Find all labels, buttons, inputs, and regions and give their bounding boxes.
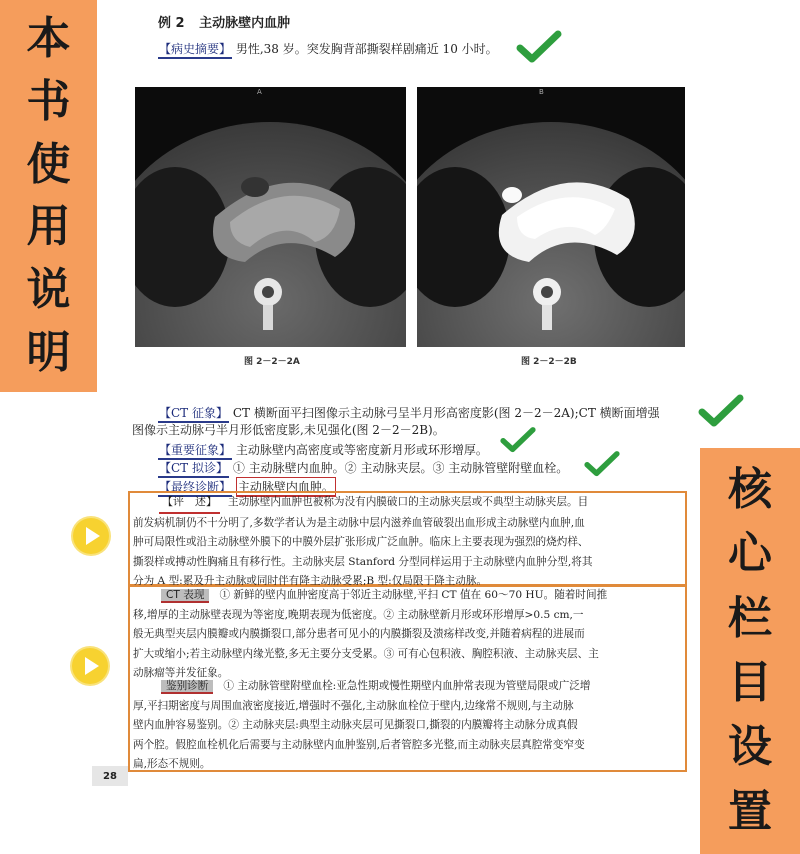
play-button[interactable] bbox=[72, 648, 108, 684]
banner-char: 心 bbox=[728, 528, 772, 580]
differential-paragraph bbox=[133, 677, 685, 775]
banner-char: 使 bbox=[26, 138, 71, 190]
banner-char: 栏 bbox=[728, 592, 772, 644]
ct-signs-tag: 【CT 征象】 bbox=[158, 404, 229, 423]
key-signs-tag: 【重要征象】 bbox=[158, 441, 232, 460]
ct-dx-tag: 【CT 拟诊】 bbox=[158, 459, 229, 478]
ct-findings-line: ① 新鲜的壁内血肿密度高于邻近主动脉壁,平扫 CT 值在 60～70 HU。随着时间推 bbox=[219, 589, 608, 601]
review-line: 前发病机制仍不十分明了,多数学者认为是主动脉中层内滋养血管破裂出血形成主动脉壁内血肿,血 bbox=[133, 516, 585, 529]
ct-signs-text1: CT 横断面平扫图像示主动脉弓呈半月形高密度影(图 2－2－2A);CT 横断面增强 bbox=[232, 406, 660, 420]
ct-findings-paragraph bbox=[133, 586, 685, 684]
ct-findings-line: 移,增厚的主动脉壁表现为等密度,晚期表现为低密度。② 主动脉壁新月形或环形增厚>0.5 cm,一 bbox=[133, 608, 584, 621]
review-paragraph bbox=[133, 492, 685, 592]
differential-line: 两个腔。假腔血栓机化后需要与主动脉壁内血肿鉴别,后者管腔多光整,而主动脉夹层真腔常变窄变 bbox=[133, 738, 585, 751]
ct-findings-line: 般无典型夹层内膜瓣或内膜撕裂口,部分患者可见小的内膜撕裂及溃疡样改变,并随着病程的进展而 bbox=[133, 628, 585, 640]
right-banner-core-sections bbox=[700, 448, 800, 854]
banner-char: 说 bbox=[26, 263, 71, 315]
differential-line: 壁内血肿容易鉴别。② 主动脉夹层:典型主动脉夹层可见撕裂口,撕裂的内膜瓣将主动脉分成真假 bbox=[133, 719, 578, 731]
image-label: A bbox=[257, 88, 262, 96]
play-button[interactable] bbox=[73, 518, 109, 554]
review-tag: 【评 述】 bbox=[159, 492, 220, 514]
example-name: 主动脉壁内血肿 bbox=[199, 16, 291, 31]
banner-char: 本 bbox=[26, 13, 71, 65]
image-caption-a: 图 2－2－2A bbox=[244, 357, 300, 367]
review-line: 肿可局限性或沿主动脉壁外膜下的中膜外层扩张形成广泛血肿。临床上主要表现为强烈的烧灼样、 bbox=[133, 536, 589, 548]
checkmark-icon bbox=[584, 450, 620, 478]
ct-image-b bbox=[417, 87, 685, 347]
example-number: 例 2 bbox=[158, 16, 185, 31]
differential-line: 扁,形态不规则。 bbox=[133, 758, 211, 770]
review-line: 撕裂样或搏动性胸痛且有移行性。主动脉夹层 Stanford 分型同样运用于主动脉壁内血肿分型,将其 bbox=[133, 555, 593, 568]
review-line: 分为 A 型:累及升主动脉或同时伴有降主动脉受累;B 型:仅局限于降主动脉。 bbox=[133, 575, 488, 587]
key-signs-line bbox=[158, 441, 488, 460]
review-line: 主动脉壁内血肿也被称为没有内膜破口的主动脉夹层或不典型主动脉夹层。目 bbox=[228, 496, 589, 508]
page-number: 28 bbox=[92, 766, 128, 786]
ct-dx-line bbox=[158, 459, 568, 478]
banner-char: 设 bbox=[728, 721, 772, 773]
banner-char: 用 bbox=[26, 201, 71, 253]
ct-image-a bbox=[135, 87, 406, 347]
banner-char: 目 bbox=[728, 657, 772, 709]
history-text: 男性,38 岁。突发胸背部撕裂样剧痛近 10 小时。 bbox=[235, 42, 498, 56]
history-tag: 【病史摘要】 bbox=[158, 40, 232, 59]
final-dx-tag: 【最终诊断】 bbox=[158, 478, 232, 497]
checkmark-icon bbox=[698, 394, 744, 428]
ct-findings-line: 动脉瘤等并发征象。 bbox=[133, 667, 229, 679]
key-signs-text: 主动脉壁内高密度或等密度新月形或环形增厚。 bbox=[235, 443, 488, 457]
example-title bbox=[158, 12, 290, 31]
left-banner-user-guide bbox=[0, 0, 97, 392]
final-dx-text: 主动脉壁内血肿。 bbox=[236, 477, 336, 497]
banner-char: 书 bbox=[26, 75, 71, 127]
differential-tag: 鉴别诊断 bbox=[161, 680, 213, 694]
ct-dx-text: ① 主动脉壁内血肿。② 主动脉夹层。③ 主动脉管壁附壁血栓。 bbox=[232, 461, 569, 475]
banner-char: 明 bbox=[26, 326, 71, 378]
ct-findings-line: 扩大或缩小;若主动脉壁内缘光整,多无主要分支受累。③ 可有心包积液、胸腔积液、主动脉夹层、主 bbox=[133, 647, 599, 660]
checkmark-icon bbox=[500, 426, 536, 454]
banner-char: 置 bbox=[728, 785, 772, 837]
image-caption-b: 图 2－2－2B bbox=[521, 357, 577, 367]
differential-line: ① 主动脉管壁附壁血栓:亚急性期或慢性期壁内血肿常表现为管壁局限或广泛增 bbox=[223, 680, 591, 692]
banner-char: 核 bbox=[728, 464, 772, 516]
history-line bbox=[158, 40, 498, 59]
differential-line: 厚,平扫期密度与周围血液密度接近,增强时不强化,主动脉血栓位于壁内,边缘常不规则,与主动脉 bbox=[133, 699, 574, 712]
checkmark-icon bbox=[516, 30, 562, 64]
ct-signs-text2: 图像示主动脉弓半月形低密度影,未见强化(图 2－2－2B)。 bbox=[132, 423, 445, 437]
image-label: B bbox=[539, 88, 544, 96]
ct-findings-tag: CT 表现 bbox=[161, 589, 209, 603]
